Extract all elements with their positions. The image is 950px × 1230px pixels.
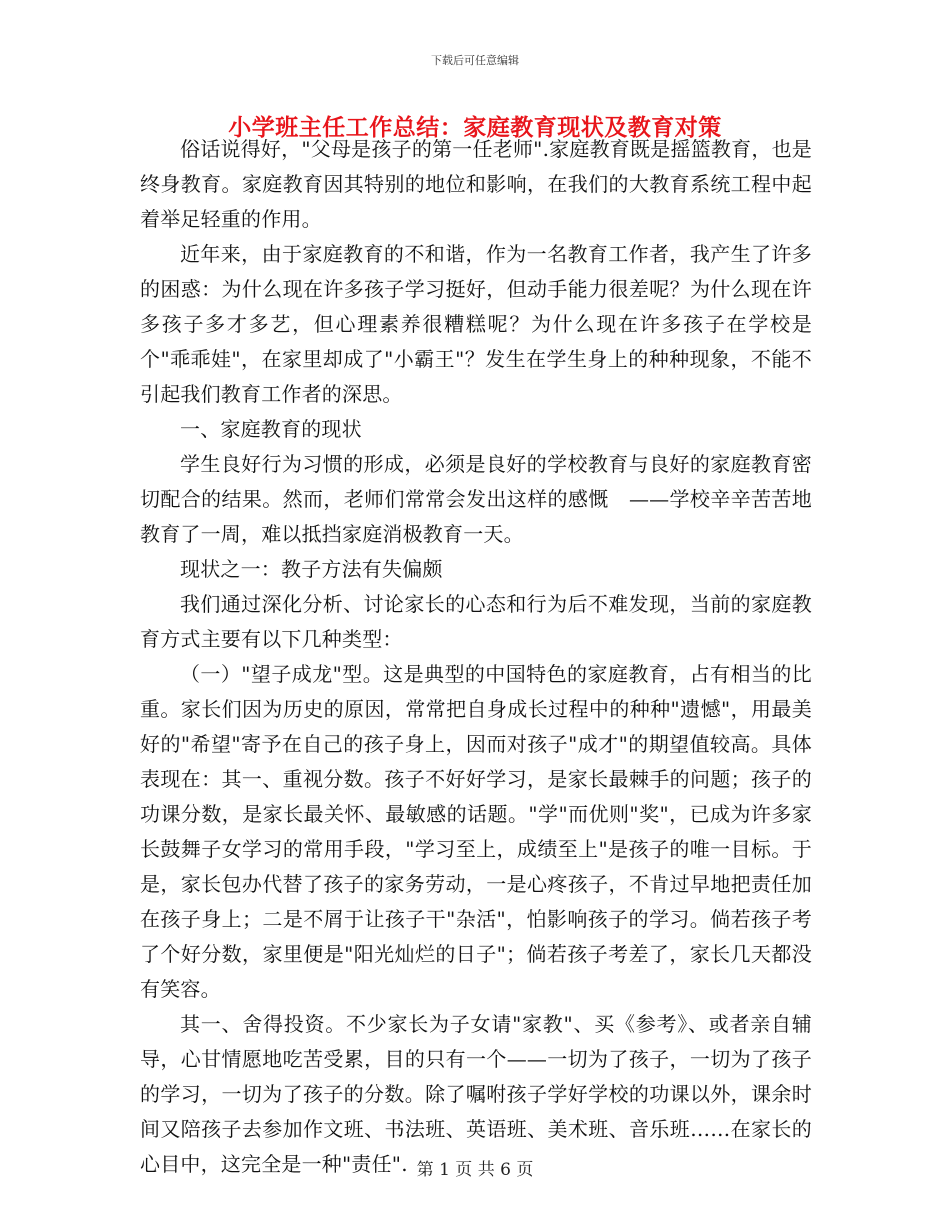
paragraph-types-intro: 我们通过深化分析、讨论家长的心态和行为后不难发现，当前的家庭教育方式主要有以下几种类型： <box>140 592 812 651</box>
subheading-status-one: 现状之一：教子方法有失偏颇 <box>180 557 443 581</box>
paragraph-investment: 其一、舍得投资。不少家长为子女请"家教"、买《参考》、或者亲自辅导，心甘情愿地吃苦受累，目的只有一个——一切为了孩子，一切为了孩子的学习，一切为了孩子的分数。除了嘱咐孩子学好学校的功课以外，课余时间又陪孩子去参加作文班、书法班、英语班、美术班、音乐班……在家长的心目中，这完全是一种"责任". <box>140 1012 812 1176</box>
header-note: 下载后可任意编辑 <box>431 54 519 67</box>
paragraph-habits: 学生良好行为习惯的形成，必须是良好的学校教育与良好的家庭教育密切配合的结果。然而，老师们常常会发出这样的感慨 ——学校辛辛苦苦地教育了一周，难以抵挡家庭消极教育一天。 <box>140 452 812 546</box>
section-heading-status: 一、家庭教育的现状 <box>180 417 362 441</box>
page-footer: 第 1 页 共 6 页 <box>416 1160 534 1180</box>
paragraph-confusion: 近年来，由于家庭教育的不和谐，作为一名教育工作者，我产生了许多的困惑：为什么现在许多孩子学习挺好，但动手能力很差呢？为什么现在许多孩子多才多艺，但心理素养很糟糕呢？为什么现在许多孩子在学校是个"乖乖娃"，在家里却成了"小霸王"？发生在学生身上的种种现象，不能不引起我们教育工作者的深思。 <box>140 242 812 406</box>
document-title: 小学班主任工作总结：家庭教育现状及教育对策 <box>228 114 722 141</box>
paragraph-intro: 俗话说得好，"父母是孩子的第一任老师".家庭教育既是摇篮教育，也是终身教育。家庭教育因其特别的地位和影响，在我们的大教育系统工程中起着举足轻重的作用。 <box>140 137 812 231</box>
paragraph-type-one: （一）"望子成龙"型。这是典型的中国特色的家庭教育，占有相当的比重。家长们因为历史的原因，常常把自身成长过程中的种种"遗憾"，用最美好的"希望"寄予在自己的孩子身上，因而对孩子"成才"的期望值较高。具体表现在：其一、重视分数。孩子不好好学习，是家长最棘手的问题；孩子的功课分数，是家长最关怀、最敏感的话题。"学"而优则"奖"，已成为许多家长鼓舞子女学习的常用手段，"学习至上，成绩至上"是孩子的唯一目标。于是，家长包办代替了孩子的家务劳动，一是心疼孩子，不肯过早地把责任加在孩子身上；二是不屑于让孩子干"杂活"，怕影响孩子的学习。倘若孩子考了个好分数，家里便是"阳光灿烂的日子"；倘若孩子考差了，家长几天都没有笑容。 <box>140 662 812 1001</box>
document-body <box>140 132 812 1182</box>
